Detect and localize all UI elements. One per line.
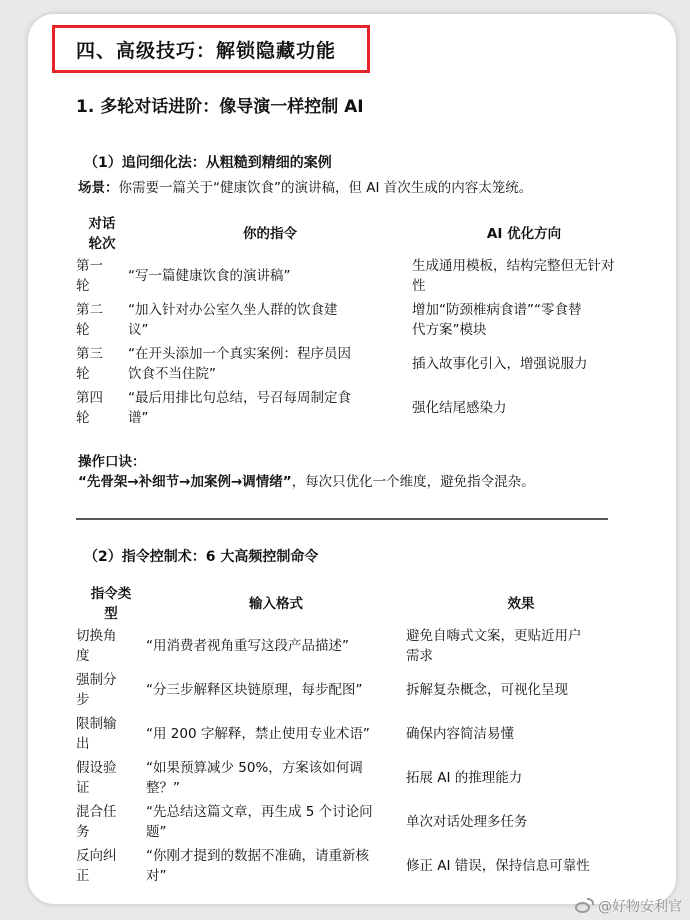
table-cell: 第三 轮: [76, 346, 103, 382]
column-header: 效果: [507, 596, 535, 612]
section-title: 四、高级技巧：解锁隐藏功能: [76, 40, 337, 62]
table-header-row: [76, 214, 636, 254]
column-header: 指令类 型: [90, 586, 132, 622]
table-row: [76, 800, 636, 844]
table-cell: 假设验 证: [76, 760, 117, 796]
column-header: AI 优化方向: [486, 226, 562, 242]
table-cell: 修正 AI 错误，保持信息可靠性: [406, 858, 590, 874]
follow-up-table: [76, 214, 636, 430]
watermark-text: @好物安利官: [598, 899, 682, 915]
tip-label: 操作口诀：: [78, 454, 146, 470]
table-row: [76, 254, 636, 298]
table-cell: “加入针对办公室久坐人群的饮食建 议”: [128, 302, 338, 338]
table-row: [76, 298, 636, 342]
table-cell: “用 200 字解释，禁止使用专业术语”: [146, 726, 370, 742]
table-cell: “分三步解释区块链原理，每步配图”: [146, 682, 363, 698]
table-cell: “先总结这篇文章，再生成 5 个讨论问 题”: [146, 804, 373, 840]
table-cell: 第一 轮: [76, 258, 103, 294]
table-cell: “用消费者视角重写这段产品描述”: [146, 638, 349, 654]
scene-label: 场景：: [78, 180, 119, 196]
subheading-follow-up: （1）追问细化法：从粗糙到精细的案例: [84, 155, 332, 171]
table-cell: 强制分 步: [76, 672, 117, 708]
table-row: [76, 342, 636, 386]
tip-text: ，每次只优化一个维度，避免指令混杂。: [291, 474, 535, 490]
document-page: [28, 14, 676, 904]
table-cell: “如果预算减少 50%，方案该如何调 整？”: [146, 760, 363, 796]
table-header-row: [76, 584, 636, 624]
table-cell: 第二 轮: [76, 302, 103, 338]
table-cell: 单次对话处理多任务: [406, 814, 528, 830]
table-cell: 限制输 出: [76, 716, 117, 752]
table-cell: “最后用排比句总结，号召每周制定食 谱”: [128, 390, 351, 426]
table-cell: 拓展 AI 的推理能力: [406, 770, 523, 786]
table-cell: 避免自嗨式文案，更贴近用户 需求: [406, 628, 582, 664]
table-row: [76, 386, 636, 430]
column-header: 对话 轮次: [88, 216, 116, 252]
table-row: [76, 624, 636, 668]
table-row: [76, 712, 636, 756]
table-row: [76, 844, 636, 888]
table-cell: “写一篇健康饮食的演讲稿”: [128, 268, 291, 284]
table-cell: 生成通用模板，结构完整但无针对 性: [412, 258, 615, 294]
table-row: [76, 756, 636, 800]
heading-multi-turn: 1. 多轮对话进阶：像导演一样控制 AI: [76, 97, 364, 117]
table-cell: 插入故事化引入，增强说服力: [412, 356, 588, 372]
table-cell: 增加“防颈椎病食谱”“零食替 代方案”模块: [412, 302, 582, 338]
table-cell: 确保内容简洁易懂: [406, 726, 514, 742]
control-commands-table: [76, 584, 636, 888]
column-header: 你的指令: [243, 226, 297, 242]
subheading-control: （2）指令控制术：6 大高频控制命令: [84, 549, 319, 565]
table-cell: 混合任 务: [76, 804, 117, 840]
watermark: [574, 896, 682, 916]
tip-formula: “先骨架→补细节→加案例→调情绪”: [78, 474, 292, 490]
weibo-icon: [574, 898, 594, 914]
tip-line: [78, 470, 535, 490]
scene-text: 你需要一篇关于“健康饮食”的演讲稿，但 AI 首次生成的内容太笼统。: [118, 180, 533, 196]
table-cell: “你刚才提到的数据不准确，请重新核 对”: [146, 848, 369, 884]
column-header: 输入格式: [249, 596, 303, 612]
scene-line: [78, 176, 532, 196]
table-cell: 第四 轮: [76, 390, 103, 426]
section-divider: [76, 518, 608, 520]
table-cell: “在开头添加一个真实案例：程序员因 饮食不当住院”: [128, 346, 351, 382]
table-cell: 强化结尾感染力: [412, 400, 507, 416]
table-cell: 拆解复杂概念，可视化呈现: [406, 682, 568, 698]
table-cell: 反向纠 正: [76, 848, 117, 884]
table-cell: 切换角 度: [76, 628, 117, 664]
table-row: [76, 668, 636, 712]
